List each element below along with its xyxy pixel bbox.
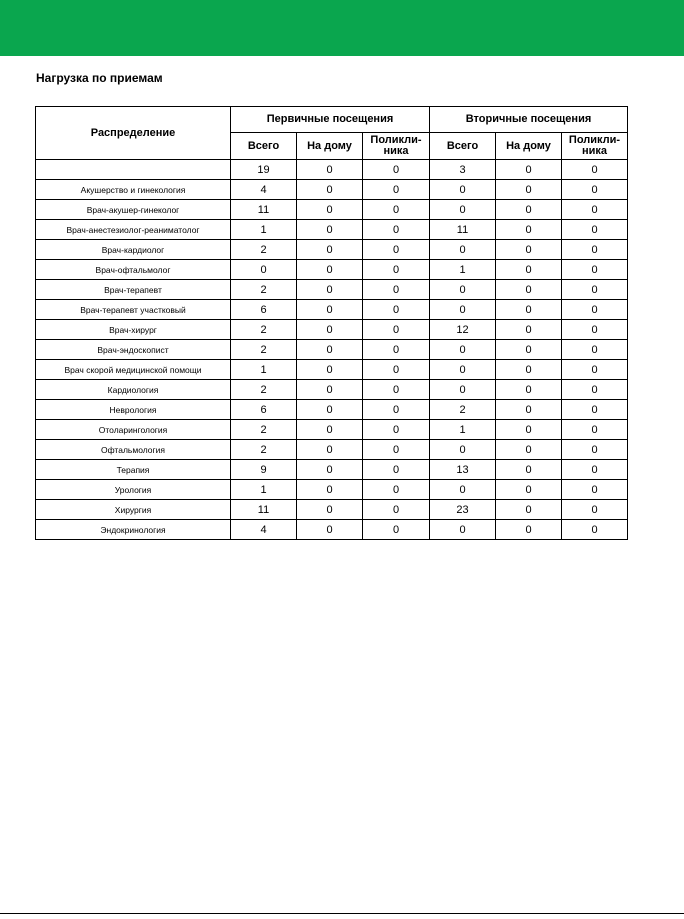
table-row [36, 380, 628, 400]
cell-specialty: Неврология [36, 400, 231, 420]
cell-secondary-total: 2 [430, 400, 496, 420]
table-row [36, 460, 628, 480]
cell-secondary-home: 0 [496, 500, 562, 520]
appointments-load-table [35, 106, 628, 540]
cell-primary-home: 0 [297, 160, 363, 180]
table-row [36, 220, 628, 240]
cell-primary-total: 11 [231, 200, 297, 220]
cell-primary-home: 0 [297, 400, 363, 420]
table-row [36, 500, 628, 520]
cell-primary-total: 2 [231, 340, 297, 360]
cell-secondary-total: 1 [430, 420, 496, 440]
cell-primary-clinic: 0 [363, 320, 430, 340]
cell-primary-clinic: 0 [363, 220, 430, 240]
cell-secondary-total: 1 [430, 260, 496, 280]
cell-primary-clinic: 0 [363, 180, 430, 200]
cell-primary-clinic: 0 [363, 400, 430, 420]
cell-secondary-clinic: 0 [562, 300, 628, 320]
cell-primary-home: 0 [297, 240, 363, 260]
cell-primary-total: 2 [231, 320, 297, 340]
cell-specialty: Врач-офтальмолог [36, 260, 231, 280]
cell-secondary-home: 0 [496, 180, 562, 200]
cell-primary-clinic: 0 [363, 460, 430, 480]
cell-specialty: Акушерство и гинекология [36, 180, 231, 200]
cell-primary-home: 0 [297, 380, 363, 400]
cell-primary-total: 2 [231, 440, 297, 460]
cell-secondary-home: 0 [496, 300, 562, 320]
cell-secondary-home: 0 [496, 320, 562, 340]
cell-specialty: Врач скорой медицинской помощи [36, 360, 231, 380]
table-row [36, 300, 628, 320]
header-band [0, 0, 684, 56]
cell-secondary-clinic: 0 [562, 180, 628, 200]
table-row [36, 180, 628, 200]
header-group-primary: Первичные посещения [231, 107, 430, 133]
table-row [36, 400, 628, 420]
cell-secondary-home: 0 [496, 360, 562, 380]
table-row [36, 420, 628, 440]
header-primary-home: На дому [297, 133, 363, 160]
cell-primary-total: 2 [231, 420, 297, 440]
section-title: Нагрузка по приемам [36, 71, 163, 85]
cell-primary-total: 19 [231, 160, 297, 180]
cell-secondary-home: 0 [496, 260, 562, 280]
cell-secondary-clinic: 0 [562, 460, 628, 480]
header-primary-clinic-label: Поликли-ника [370, 134, 422, 157]
header-secondary-clinic-label: Поликли-ника [568, 134, 621, 157]
cell-secondary-clinic: 0 [562, 160, 628, 180]
cell-primary-total: 2 [231, 380, 297, 400]
cell-primary-clinic: 0 [363, 380, 430, 400]
cell-secondary-total: 3 [430, 160, 496, 180]
cell-secondary-total: 0 [430, 380, 496, 400]
cell-secondary-home: 0 [496, 240, 562, 260]
cell-secondary-total: 11 [430, 220, 496, 240]
cell-secondary-home: 0 [496, 220, 562, 240]
cell-secondary-total: 0 [430, 360, 496, 380]
header-secondary-total: Всего [430, 133, 496, 160]
table-row [36, 200, 628, 220]
cell-secondary-clinic: 0 [562, 480, 628, 500]
cell-secondary-total: 0 [430, 300, 496, 320]
cell-primary-clinic: 0 [363, 340, 430, 360]
cell-primary-home: 0 [297, 220, 363, 240]
cell-secondary-home: 0 [496, 200, 562, 220]
cell-specialty: Врач-хирург [36, 320, 231, 340]
cell-secondary-clinic: 0 [562, 500, 628, 520]
header-primary-total: Всего [231, 133, 297, 160]
table-row [36, 480, 628, 500]
cell-primary-home: 0 [297, 520, 363, 540]
cell-primary-total: 4 [231, 520, 297, 540]
cell-primary-home: 0 [297, 440, 363, 460]
table-row [36, 320, 628, 340]
cell-primary-clinic: 0 [363, 240, 430, 260]
cell-primary-home: 0 [297, 500, 363, 520]
cell-primary-home: 0 [297, 200, 363, 220]
cell-primary-home: 0 [297, 420, 363, 440]
cell-primary-home: 0 [297, 480, 363, 500]
cell-secondary-home: 0 [496, 160, 562, 180]
cell-secondary-total: 0 [430, 480, 496, 500]
cell-secondary-home: 0 [496, 400, 562, 420]
cell-secondary-total: 0 [430, 200, 496, 220]
cell-primary-total: 6 [231, 400, 297, 420]
cell-primary-total: 4 [231, 180, 297, 200]
cell-primary-total: 11 [231, 500, 297, 520]
cell-specialty: Кардиология [36, 380, 231, 400]
cell-secondary-home: 0 [496, 280, 562, 300]
table-row [36, 160, 628, 180]
table-row [36, 260, 628, 280]
cell-secondary-total: 0 [430, 180, 496, 200]
cell-primary-clinic: 0 [363, 420, 430, 440]
cell-primary-home: 0 [297, 280, 363, 300]
cell-specialty: Эндокринология [36, 520, 231, 540]
cell-primary-clinic: 0 [363, 360, 430, 380]
cell-specialty: Хирургия [36, 500, 231, 520]
header-secondary-home: На дому [496, 133, 562, 160]
table-row [36, 360, 628, 380]
cell-primary-clinic: 0 [363, 500, 430, 520]
cell-primary-clinic: 0 [363, 200, 430, 220]
cell-primary-clinic: 0 [363, 160, 430, 180]
cell-specialty [36, 160, 231, 180]
header-secondary-clinic [562, 133, 628, 160]
cell-secondary-clinic: 0 [562, 360, 628, 380]
cell-primary-total: 6 [231, 300, 297, 320]
cell-primary-clinic: 0 [363, 280, 430, 300]
cell-primary-home: 0 [297, 300, 363, 320]
cell-secondary-clinic: 0 [562, 520, 628, 540]
cell-secondary-total: 0 [430, 340, 496, 360]
cell-primary-total: 1 [231, 360, 297, 380]
cell-specialty: Офтальмология [36, 440, 231, 460]
cell-secondary-clinic: 0 [562, 320, 628, 340]
cell-secondary-total: 0 [430, 280, 496, 300]
cell-secondary-clinic: 0 [562, 340, 628, 360]
cell-primary-clinic: 0 [363, 300, 430, 320]
table-row [36, 340, 628, 360]
cell-secondary-home: 0 [496, 520, 562, 540]
table-row [36, 520, 628, 540]
cell-primary-home: 0 [297, 340, 363, 360]
footer-rule [0, 913, 684, 914]
cell-secondary-home: 0 [496, 460, 562, 480]
cell-primary-home: 0 [297, 260, 363, 280]
cell-specialty: Врач-анестезиолог-реаниматолог [36, 220, 231, 240]
cell-primary-total: 2 [231, 280, 297, 300]
table-row [36, 240, 628, 260]
cell-primary-clinic: 0 [363, 520, 430, 540]
cell-primary-home: 0 [297, 360, 363, 380]
cell-secondary-clinic: 0 [562, 380, 628, 400]
cell-primary-total: 1 [231, 220, 297, 240]
table-row [36, 440, 628, 460]
cell-specialty: Врач-акушер-гинеколог [36, 200, 231, 220]
cell-secondary-clinic: 0 [562, 400, 628, 420]
cell-specialty: Терапия [36, 460, 231, 480]
cell-secondary-total: 23 [430, 500, 496, 520]
cell-specialty: Врач-эндоскопист [36, 340, 231, 360]
cell-primary-clinic: 0 [363, 440, 430, 460]
table-row [36, 280, 628, 300]
table-body [36, 160, 628, 540]
cell-secondary-clinic: 0 [562, 420, 628, 440]
cell-secondary-home: 0 [496, 420, 562, 440]
header-group-secondary: Вторичные посещения [430, 107, 628, 133]
cell-primary-total: 9 [231, 460, 297, 480]
cell-secondary-total: 0 [430, 440, 496, 460]
cell-secondary-home: 0 [496, 340, 562, 360]
cell-secondary-clinic: 0 [562, 440, 628, 460]
cell-primary-home: 0 [297, 180, 363, 200]
cell-primary-total: 2 [231, 240, 297, 260]
cell-primary-total: 0 [231, 260, 297, 280]
cell-secondary-clinic: 0 [562, 200, 628, 220]
header-distribution: Распределение [36, 107, 231, 160]
cell-specialty: Врач-кардиолог [36, 240, 231, 260]
cell-specialty: Отоларингология [36, 420, 231, 440]
cell-specialty: Врач-терапевт [36, 280, 231, 300]
cell-secondary-clinic: 0 [562, 280, 628, 300]
header-primary-clinic [363, 133, 430, 160]
cell-secondary-total: 12 [430, 320, 496, 340]
cell-secondary-clinic: 0 [562, 260, 628, 280]
cell-secondary-clinic: 0 [562, 220, 628, 240]
cell-secondary-clinic: 0 [562, 240, 628, 260]
cell-secondary-home: 0 [496, 440, 562, 460]
cell-secondary-total: 13 [430, 460, 496, 480]
cell-secondary-total: 0 [430, 240, 496, 260]
cell-secondary-home: 0 [496, 480, 562, 500]
cell-primary-clinic: 0 [363, 260, 430, 280]
cell-primary-home: 0 [297, 320, 363, 340]
cell-specialty: Урология [36, 480, 231, 500]
cell-primary-clinic: 0 [363, 480, 430, 500]
cell-primary-total: 1 [231, 480, 297, 500]
cell-secondary-total: 0 [430, 520, 496, 540]
cell-primary-home: 0 [297, 460, 363, 480]
cell-secondary-home: 0 [496, 380, 562, 400]
cell-specialty: Врач-терапевт участковый [36, 300, 231, 320]
